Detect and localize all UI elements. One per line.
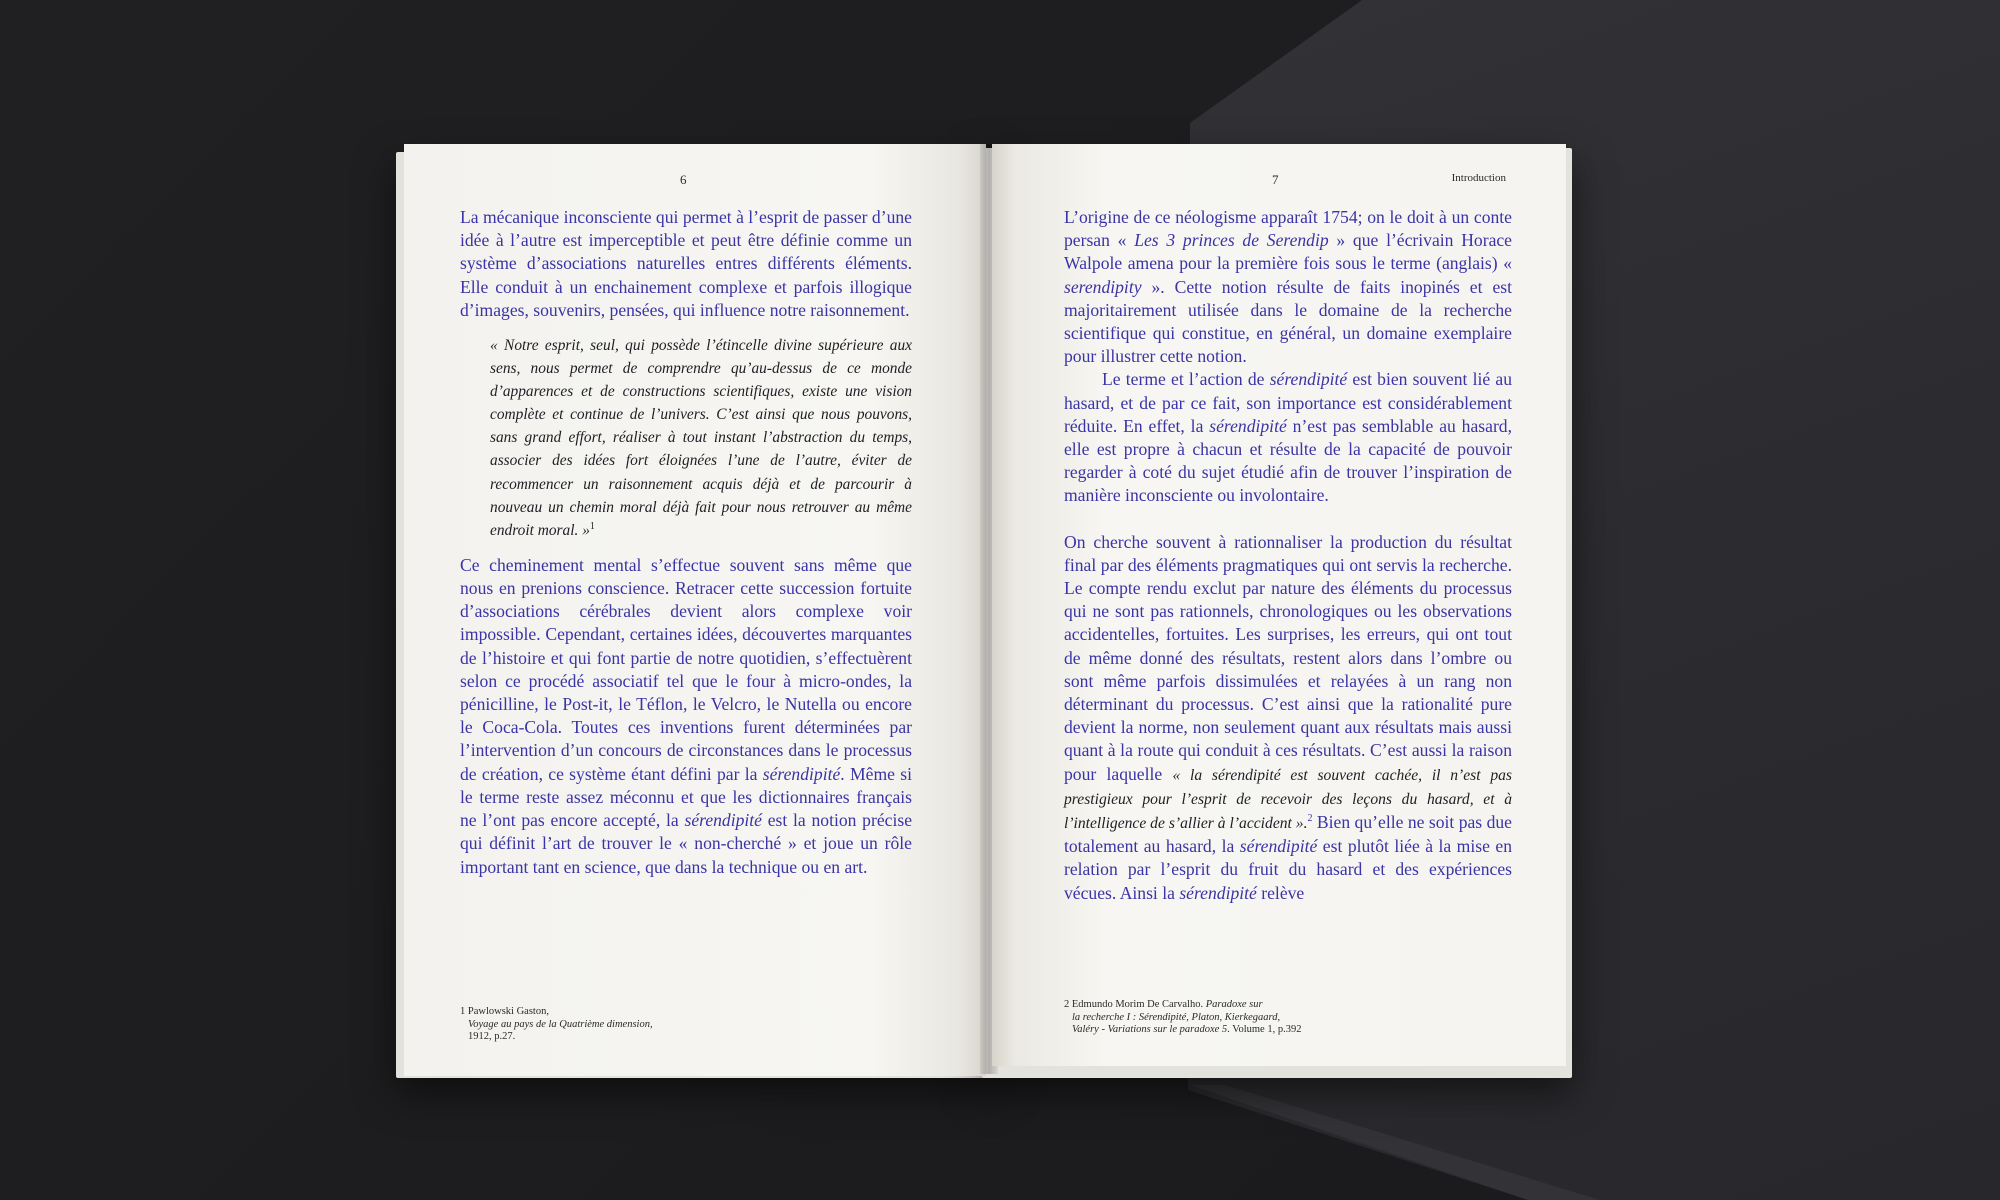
left-paragraph-2: Ce cheminement mental s’effectue souvent sans même que nous en prenions conscience. Retracer cette succession fortuite d’associations cérébrales devient alors complexe voir impossible. Cependant, certaines idées, découvertes marquantes de l’histoire et qui font partie de notre quotidien, s’effectuèrent selon ce procédé associatif tel que le four à micro-ondes, la pénicilline, le Post-it, le Téflon, le Velcro, le Nutella ou encore le Coca-Cola. Toutes ces inventions furent déterminées par l’intervention d’un concours de circonstances dans le processus de création, ce système étant défini par la sérendipité. Même si le terme reste assez méconnu et que les dictionnaires français ne l’ont pas encore accepté, la sérendipité est la notion précise qui définit l’art de trouver le « non-cherché » et joue un rôle important tant en science, que dans la technique ou en art. xyxy=(460,554,912,877)
footnote-2-line-1: 2 Edmundo Morim De Carvalho. Paradoxe sur xyxy=(1064,999,1263,1010)
term-serendipite: sérendipité xyxy=(1209,415,1287,436)
footnote-1-line-3: 1912, p.27. xyxy=(468,1031,516,1043)
footnote-ref-2: 2 xyxy=(1307,813,1313,825)
footnote-2-line-3: Valéry - Variations sur le paradoxe 5. Volume 1, p.392 xyxy=(1072,1024,1302,1036)
left-paragraph-1: La mécanique inconsciente qui permet à l’esprit de passer d’une idée à l’autre est imperceptible et peut être définie comme un système d’associations naturelles entres différents éléments. Elle conduit à un enchainement complexe et parfois illogique d’images, souvenirs, pensées, qui influence notre raisonnement. xyxy=(460,207,912,320)
right-paragraph-3: On cherche souvent à rationnaliser la production du résultat final par des éléments pragmatiques qui ont servis la recherche. Le compte rendu exclut par nature des éléments du processus qui ne sont pas rationnels, chronologiques ou les observations accidentelles, fortuites. Les surprises, les erreurs, qui ont tout de même donné des résultats, restent alors dans l’ombre ou sont même parfois dissimulées et relayées à un rang non déterminant du processus. C’est ainsi que la rationalité pure devient la norme, non seulement quant aux résultats mais aussi quant à la route qui conduit à ces résultats. C’est aussi la raison pour laquelle « la sérendipité est souvent cachée, il n’est pas prestigieux pour l’esprit de recevoir des leçons du hasard, et à l’intelligence de s’allier à l’accident ».$^2$ Bien qu’elle ne soit pas due totalement au hasard, la sérendipité est plutôt liée à la mise en relation par l’esprit du fruit du hasard et des expériences vécues. Ainsi la sérendipité relève xyxy=(1064,531,1512,903)
term-serendipite: sérendipité xyxy=(684,810,762,831)
inline-quote: « la sérendipité est souvent cachée, il n’est pas prestigieux pour l’esprit de recevoir des leçons du hasard, et à l’intelligence de s’allier à l’accident ». xyxy=(1064,766,1512,833)
left-footnote xyxy=(460,1006,700,1044)
term-serendipite: sérendipité xyxy=(1269,369,1348,390)
left-page xyxy=(404,144,986,1076)
block-quote xyxy=(490,334,912,542)
block-quote-text: « Notre esprit, seul, qui possède l’étincelle divine supérieure aux sens, nous permet de comprendre qu’au-dessus de ce monde d’apparences et de constructions scientifiques, existe une vision complète et continue de l’univers. C’est ainsi que nous pouvons, sans grand effort, réaliser à tout instant l’abstraction du temps, associer des idées fort éloignées l’une de l’autre, éviter de recommencer un raisonnement acquis déjà et de parcourir à nouveau un chemin moral déjà fait pour nous retrouver au même endroit moral. » xyxy=(490,337,912,539)
right-page xyxy=(992,144,1566,1066)
right-paragraph-2: Le terme et l’action de sérendipité est bien souvent lié au hasard, et de par ce fait, son importance est considérablement réduite. En effet, la sérendipité n’est pas semblable au hasard, elle est propre à chacun et résulte de la capacité de pouvoir regarder à coté du sujet étudié afin de trouver l’inspiration de manière inconsciente ou involontaire. xyxy=(1064,369,1513,506)
right-text-column xyxy=(1064,206,1512,905)
left-text-column xyxy=(460,206,912,879)
term-serendipity: serendipity xyxy=(1064,276,1142,297)
page-number-right: 7 xyxy=(1272,172,1279,187)
footnote-2-line-2: la recherche I : Sérendipité, Platon, Kierkegaard, xyxy=(1072,1011,1281,1023)
page-number-left: 6 xyxy=(680,172,687,187)
title-3-princes: Les 3 princes de Serendip xyxy=(1134,230,1329,251)
footnote-ref-1: 1 xyxy=(589,520,595,532)
term-serendipite: sérendipité xyxy=(1239,836,1318,857)
running-head: Introduction xyxy=(1451,172,1506,184)
footnote-1-line-1: 1 Pawlowski Gaston, xyxy=(460,1006,549,1017)
right-paragraph-1: L’origine de ce néologisme apparaît 1754; on le doit à un conte persan « Les 3 princes de Serendip » que l’écrivain Horace Walpole amena pour la première fois sous le terme (anglais) « serendipity ». Cette notion résulte de faits inopinés et est majoritairement utilisée dans le domaine de la recherche scientifique qui constitue, en général, un domaine exemplaire pour illustrer cette notion. xyxy=(1064,207,1512,367)
term-serendipite: sérendipité xyxy=(762,763,841,784)
right-footnote xyxy=(1064,999,1344,1037)
term-serendipite: sérendipité xyxy=(1179,882,1257,903)
footnote-1-line-2: Voyage au pays de la Quatrième dimension, xyxy=(468,1018,653,1030)
open-book xyxy=(392,144,1582,1084)
